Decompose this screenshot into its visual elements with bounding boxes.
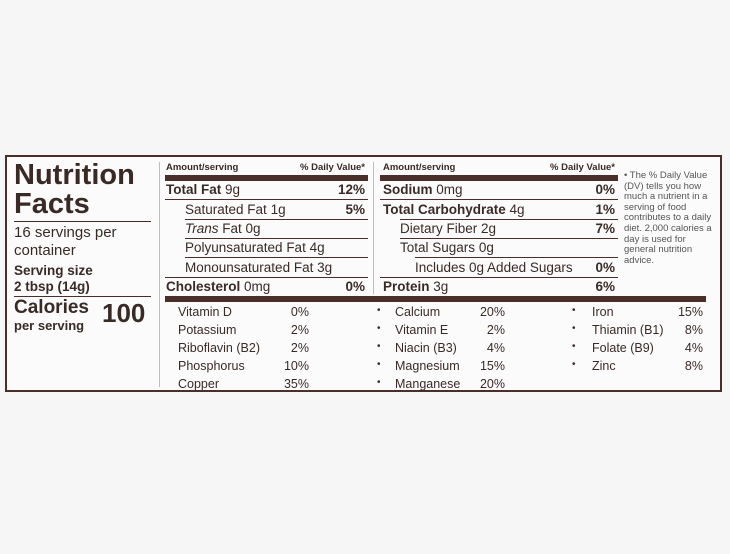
- vitamin-name: Vitamin E: [395, 323, 449, 337]
- vitamin-dv: 10%: [283, 359, 309, 373]
- vitamin-dv: 15%: [479, 359, 505, 373]
- sodium-dv: 0%: [595, 182, 615, 197]
- calories-label: Calories: [14, 297, 89, 318]
- vitamin-name: Vitamin D: [178, 305, 232, 319]
- total-fat-row: [166, 182, 240, 197]
- bullet-icon: •: [377, 305, 381, 316]
- trans-fat-label: Trans: [185, 221, 219, 236]
- col2-divider: [415, 257, 618, 258]
- title-line1: Nutrition: [14, 159, 135, 191]
- protein-amount: 3g: [433, 279, 449, 294]
- col1-divider: [165, 199, 368, 200]
- sodium-label: Sodium: [383, 182, 433, 197]
- trans-fat-amount: Fat 0g: [222, 221, 261, 236]
- column-divider: [373, 162, 374, 294]
- bullet-icon: •: [377, 377, 381, 388]
- monounsaturated-fat-row: [185, 260, 332, 275]
- vitamin-name: Manganese: [395, 377, 461, 391]
- saturated-fat-dv: 5%: [345, 202, 365, 217]
- cholesterol-dv: 0%: [345, 279, 365, 294]
- col1-thick-rule: [165, 175, 368, 181]
- added-sugars-label: Includes 0g Added Sugars: [415, 260, 573, 275]
- bullet-icon: •: [377, 341, 381, 352]
- bullet-icon: •: [572, 341, 576, 352]
- polyunsaturated-fat-row: [185, 240, 325, 255]
- vitamin-dv: 20%: [479, 377, 505, 391]
- total-fat-amount: 9g: [225, 182, 241, 197]
- vitamin-name: Thiamin (B1): [592, 323, 664, 337]
- calories-sub: per serving: [14, 318, 85, 333]
- monounsaturated-fat-label: Monounsaturated Fat: [185, 260, 314, 275]
- saturated-fat-row: [185, 202, 286, 217]
- dietary-fiber-row: [400, 221, 496, 236]
- bullet-icon: •: [572, 305, 576, 316]
- polyunsaturated-fat-label: Polyunsaturated Fat: [185, 240, 306, 255]
- vitamin-dv: 8%: [684, 323, 703, 337]
- col1-divider: [185, 238, 368, 239]
- vitamin-name: Copper: [178, 377, 219, 391]
- calories-value: 100: [102, 298, 146, 328]
- total-sugars-amount: 0g: [478, 240, 494, 255]
- col2-header-dv: % Daily Value*: [550, 162, 615, 173]
- vitamin-dv: 20%: [479, 305, 505, 319]
- added-sugars-dv: 0%: [595, 260, 615, 275]
- bullet-icon: •: [377, 323, 381, 334]
- total-carbohydrate-amount: 4g: [509, 202, 525, 217]
- vitamin-name: Niacin (B3): [395, 341, 457, 355]
- vitamin-dv: 2%: [290, 341, 309, 355]
- vitamin-dv: 4%: [486, 341, 505, 355]
- monounsaturated-fat-amount: 3g: [317, 260, 333, 275]
- servings-line1: 16 servings per: [14, 224, 117, 241]
- vitamin-name: Magnesium: [395, 359, 460, 373]
- vitamin-dv: 8%: [684, 359, 703, 373]
- protein-label: Protein: [383, 279, 430, 294]
- col2-thick-rule: [380, 175, 618, 181]
- sodium-amount: 0mg: [436, 182, 463, 197]
- total-carbohydrate-row: [383, 202, 525, 217]
- vitamin-name: Iron: [592, 305, 614, 319]
- cholesterol-row: [166, 279, 270, 294]
- bullet-icon: •: [572, 359, 576, 370]
- title-divider: [14, 221, 151, 222]
- cholesterol-amount: 0mg: [244, 279, 271, 294]
- polyunsaturated-fat-amount: 4g: [309, 240, 325, 255]
- vitamin-dv: 4%: [684, 341, 703, 355]
- nutrition-facts-label: [5, 155, 722, 392]
- total-carbohydrate-label: Total Carbohydrate: [383, 202, 506, 217]
- dietary-fiber-label: Dietary Fiber: [400, 221, 478, 236]
- protein-dv: 6%: [595, 279, 615, 294]
- col2-divider: [380, 277, 618, 278]
- total-fat-dv: 12%: [337, 182, 365, 197]
- saturated-fat-label: Saturated Fat: [185, 202, 267, 217]
- vitamin-name: Calcium: [395, 305, 441, 319]
- col1-divider: [185, 219, 368, 220]
- col1-header-amount: Amount/serving: [166, 162, 239, 173]
- vitamins-thick-rule: [165, 296, 706, 302]
- total-sugars-label: Total Sugars: [400, 240, 476, 255]
- vitamin-dv: 2%: [486, 323, 505, 337]
- left-panel-divider: [159, 162, 160, 387]
- serving-size-label: Serving size: [14, 263, 93, 278]
- servings-line2: container: [14, 242, 76, 259]
- protein-row: [383, 279, 448, 294]
- vitamin-name: Potassium: [178, 323, 237, 337]
- bullet-icon: •: [572, 323, 576, 334]
- saturated-fat-amount: 1g: [270, 202, 286, 217]
- col2-header-amount: Amount/serving: [383, 162, 456, 173]
- vitamin-name: Phosphorus: [178, 359, 245, 373]
- title-line2: Facts: [14, 188, 90, 220]
- total-fat-label: Total Fat: [166, 182, 222, 197]
- vitamin-name: Zinc: [592, 359, 616, 373]
- dietary-fiber-amount: 2g: [481, 221, 497, 236]
- dietary-fiber-dv: 7%: [595, 221, 615, 236]
- bullet-icon: •: [377, 359, 381, 370]
- col2-divider: [400, 219, 618, 220]
- total-sugars-row: [400, 240, 494, 255]
- vitamin-dv: 15%: [677, 305, 703, 319]
- col2-divider: [400, 238, 618, 239]
- vitamin-dv: 35%: [283, 377, 309, 391]
- vitamin-dv: 0%: [290, 305, 309, 319]
- total-carbohydrate-dv: 1%: [595, 202, 615, 217]
- col2-divider: [380, 199, 618, 200]
- trans-fat-row: [185, 221, 261, 236]
- col1-header-dv: % Daily Value*: [300, 162, 365, 173]
- vitamin-name: Riboflavin (B2): [178, 341, 260, 355]
- serving-size-value: 2 tbsp (14g): [14, 279, 90, 294]
- vitamin-name: Folate (B9): [592, 341, 654, 355]
- cholesterol-label: Cholesterol: [166, 279, 241, 294]
- sodium-row: [383, 182, 463, 197]
- vitamin-dv: 2%: [290, 323, 309, 337]
- col1-divider: [185, 257, 368, 258]
- col1-divider: [165, 277, 368, 278]
- daily-value-footnote: • The % Daily Value (DV) tells you how much a nutrient in a serving of food contributes to a daily diet. 2,000 calories a day is used for general nutrition advice.: [624, 170, 712, 266]
